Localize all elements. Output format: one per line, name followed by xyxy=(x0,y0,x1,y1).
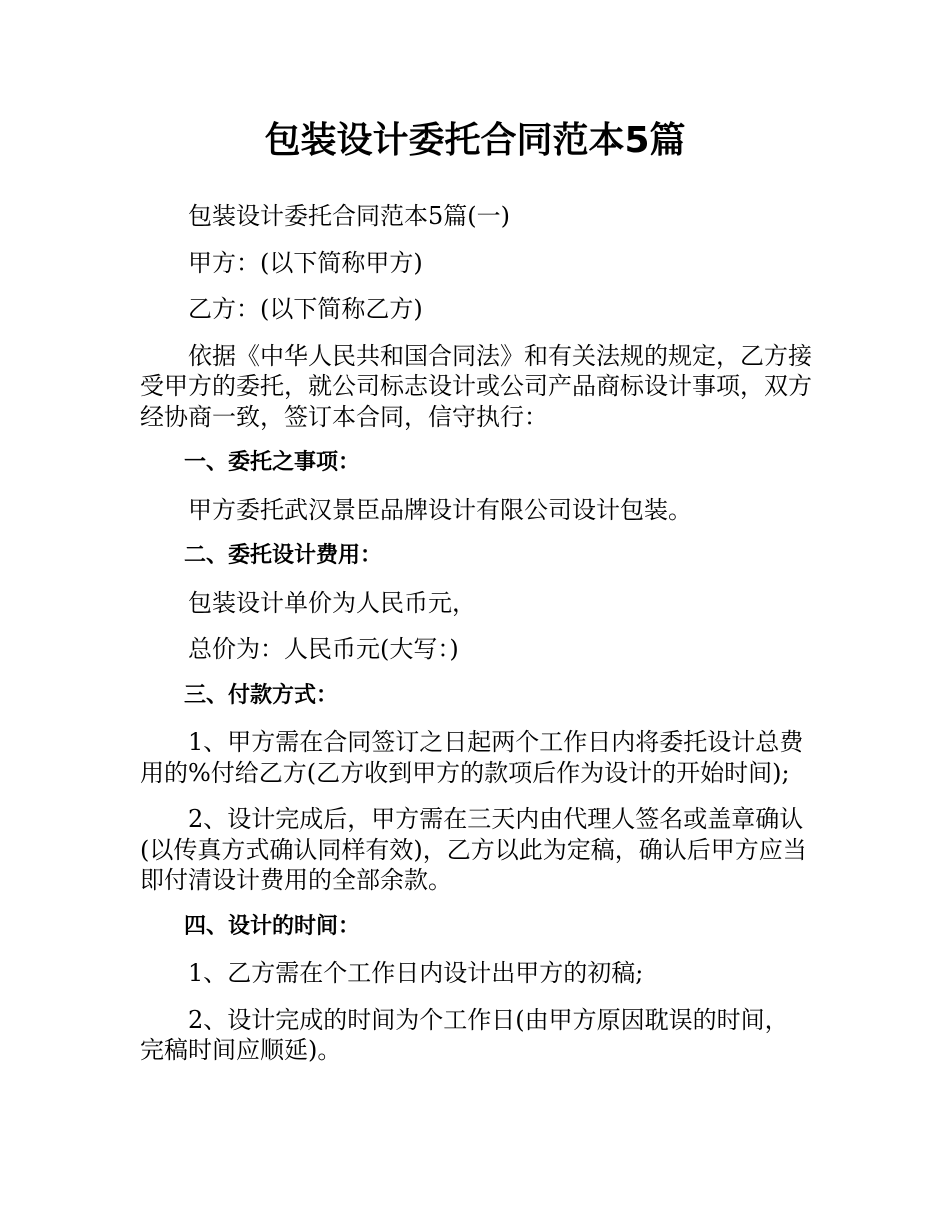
section-heading-design-time: 四、设计的时间： xyxy=(184,913,361,939)
section-heading-entrusted-matters: 一、委托之事项： xyxy=(184,450,361,475)
section-paragraph: 2、设计完成后，甲方需在三天内由代理人签名或盖章确认(以传真方式确认同样有效)，乙方以此为定稿，确认后甲方应当即付清设计费用的全部余款。 xyxy=(140,805,807,894)
intro-paragraph: 依据《中华人民共和国合同法》和有关法规的规定，乙方接受甲方的委托，就公司标志设计或公司产品商标设计事项，双方经协商一致，签订本合同，信守执行： xyxy=(140,341,812,431)
section-heading-design-fee: 二、委托设计费用： xyxy=(184,543,383,568)
document-subtitle: 包装设计委托合同范本5篇(一) xyxy=(188,202,510,230)
section-heading-payment-method: 三、付款方式： xyxy=(184,682,339,708)
section-paragraph: 1、甲方需在合同签订之日起两个工作日内将委托设计总费用的%付给乙方(乙方收到甲方的款项后作为设计的开始时间); xyxy=(140,728,804,787)
document-body xyxy=(140,201,812,1082)
section-paragraph: 甲方委托武汉景臣品牌设计有限公司设计包装。 xyxy=(188,495,692,524)
party-b-line: 乙方：(以下简称乙方) xyxy=(188,295,423,323)
document-title: 包装设计委托合同范本5篇 xyxy=(264,120,686,161)
party-a-line: 甲方：(以下简称甲方) xyxy=(188,248,423,277)
section-paragraph: 包装设计单价为人民币元， xyxy=(188,588,476,617)
section-paragraph: 1、乙方需在个工作日内设计出甲方的初稿; xyxy=(188,959,644,987)
section-paragraph: 2、设计完成的时间为个工作日(由甲方原因耽误的时间，完稿时间应顺延)。 xyxy=(140,1005,789,1064)
section-paragraph: 总价为：人民币元(大写：) xyxy=(188,635,459,663)
